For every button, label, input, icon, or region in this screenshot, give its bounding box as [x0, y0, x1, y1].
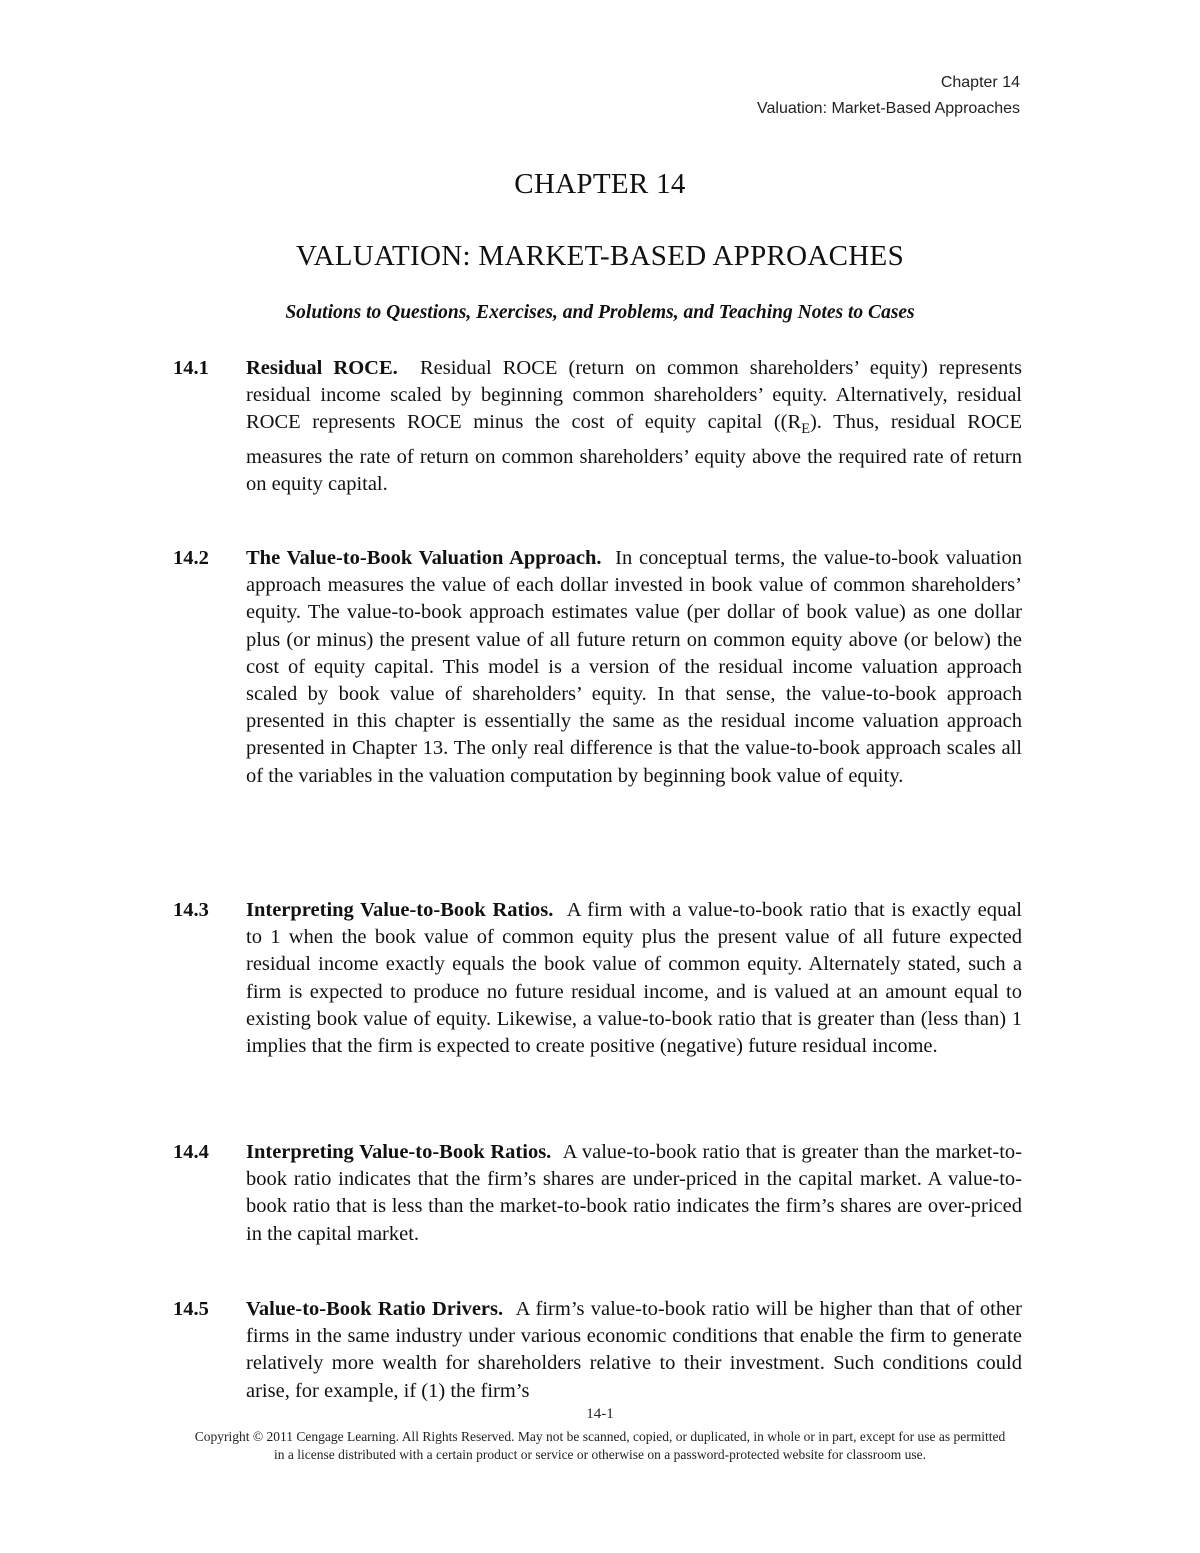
document-subtitle: Solutions to Questions, Exercises, and Problems, and Teaching Notes to Cases	[285, 302, 915, 323]
item-lead: Interpreting Value-to-Book Ratios.	[246, 1141, 552, 1163]
item-number: 14.4	[173, 1141, 209, 1163]
section-title: VALUATION: MARKET-BASED APPROACHES	[295, 240, 904, 272]
chapter-title: CHAPTER 14	[514, 168, 686, 200]
solution-item-14-1	[173, 355, 1022, 498]
solution-item-14-4	[173, 1139, 1022, 1248]
item-lead: Interpreting Value-to-Book Ratios.	[246, 899, 554, 921]
solution-item-14-3	[173, 897, 1022, 1060]
item-text: A firm with a value-to-book ratio that is exactly equal to 1 when the book value of common equity plus the present value of all future expected residual income exactly equals the book value of common equity. Alternately stated, such a firm is expected to produce no future residual income, and is valued at an amount equal to existing book value of equity. Likewise, a value-to-book ratio that is greater than (less than) 1 implies that the firm is expected to create positive (negative) future residual income.	[246, 899, 1022, 1058]
item-body	[246, 897, 1022, 1060]
page-number: 14-1	[586, 1406, 614, 1422]
item-text: Residual ROCE (return on common shareholders’ equity) represents residual income scaled by beginning common shareholders’ equity. Alternatively, residual ROCE represents ROCE minus the cost of equity capital ((R	[246, 357, 1022, 434]
item-body	[246, 545, 1022, 790]
solution-item-14-5	[173, 1296, 1022, 1405]
copyright-notice: Copyright © 2011 Cengage Learning. All Rights Reserved. May not be scanned, copied, or duplicated, in whole or in part, except for use as permitted in a license distributed with a certain product or service or otherwise on a password-protected website for classroom use.	[194, 1429, 1006, 1462]
header-topic: Valuation: Market-Based Approaches	[757, 100, 1020, 117]
item-lead: Value-to-Book Ratio Drivers.	[246, 1298, 504, 1320]
header-chapter: Chapter 14	[940, 74, 1020, 91]
item-number: 14.1	[173, 357, 209, 379]
item-body	[246, 355, 1022, 498]
item-text: A value-to-book ratio that is greater than the market-to-book ratio indicates that the firm’s shares are under-priced in the capital market. A value-to-book ratio that is less than the market-to-book ratio indicates the firm’s shares are over-priced in the capital market.	[246, 1141, 1022, 1245]
running-header	[757, 70, 1020, 122]
item-number: 14.3	[173, 899, 209, 921]
item-text-cont: ). Thus, residual ROCE measures the rate of return on common shareholders’ equity above the required rate of return on equity capital.	[246, 411, 1022, 495]
item-body	[246, 1296, 1022, 1405]
item-text: In conceptual terms, the value-to-book valuation approach measures the value of each dollar invested in book value of common shareholders’ equity. The value-to-book approach estimates value (per dollar of book value) as one dollar plus (or minus) the present value of all future return on common equity above (or below) the cost of equity capital. This model is a version of the residual income valuation approach scaled by book value of shareholders’ equity. In that sense, the value-to-book approach presented in this chapter is essentially the same as the residual income valuation approach presented in Chapter 13. The only real difference is that the value-to-book approach scales all of the variables in the valuation computation by beginning book value of equity.	[246, 547, 1022, 787]
item-lead: Residual ROCE.	[246, 357, 398, 379]
item-number: 14.5	[173, 1298, 209, 1320]
item-body	[246, 1139, 1022, 1248]
item-text: A firm’s value-to-book ratio will be higher than that of other firms in the same industry under various economic conditions that enable the firm to generate relatively more wealth for shareholders relative to their investment. Such conditions could arise, for example, if (1) the firm’s	[246, 1298, 1023, 1402]
item-number: 14.2	[173, 547, 209, 569]
item-subscript: E	[801, 421, 810, 438]
solution-item-14-2	[173, 545, 1022, 790]
item-lead: The Value-to-Book Valuation Approach.	[246, 547, 602, 569]
